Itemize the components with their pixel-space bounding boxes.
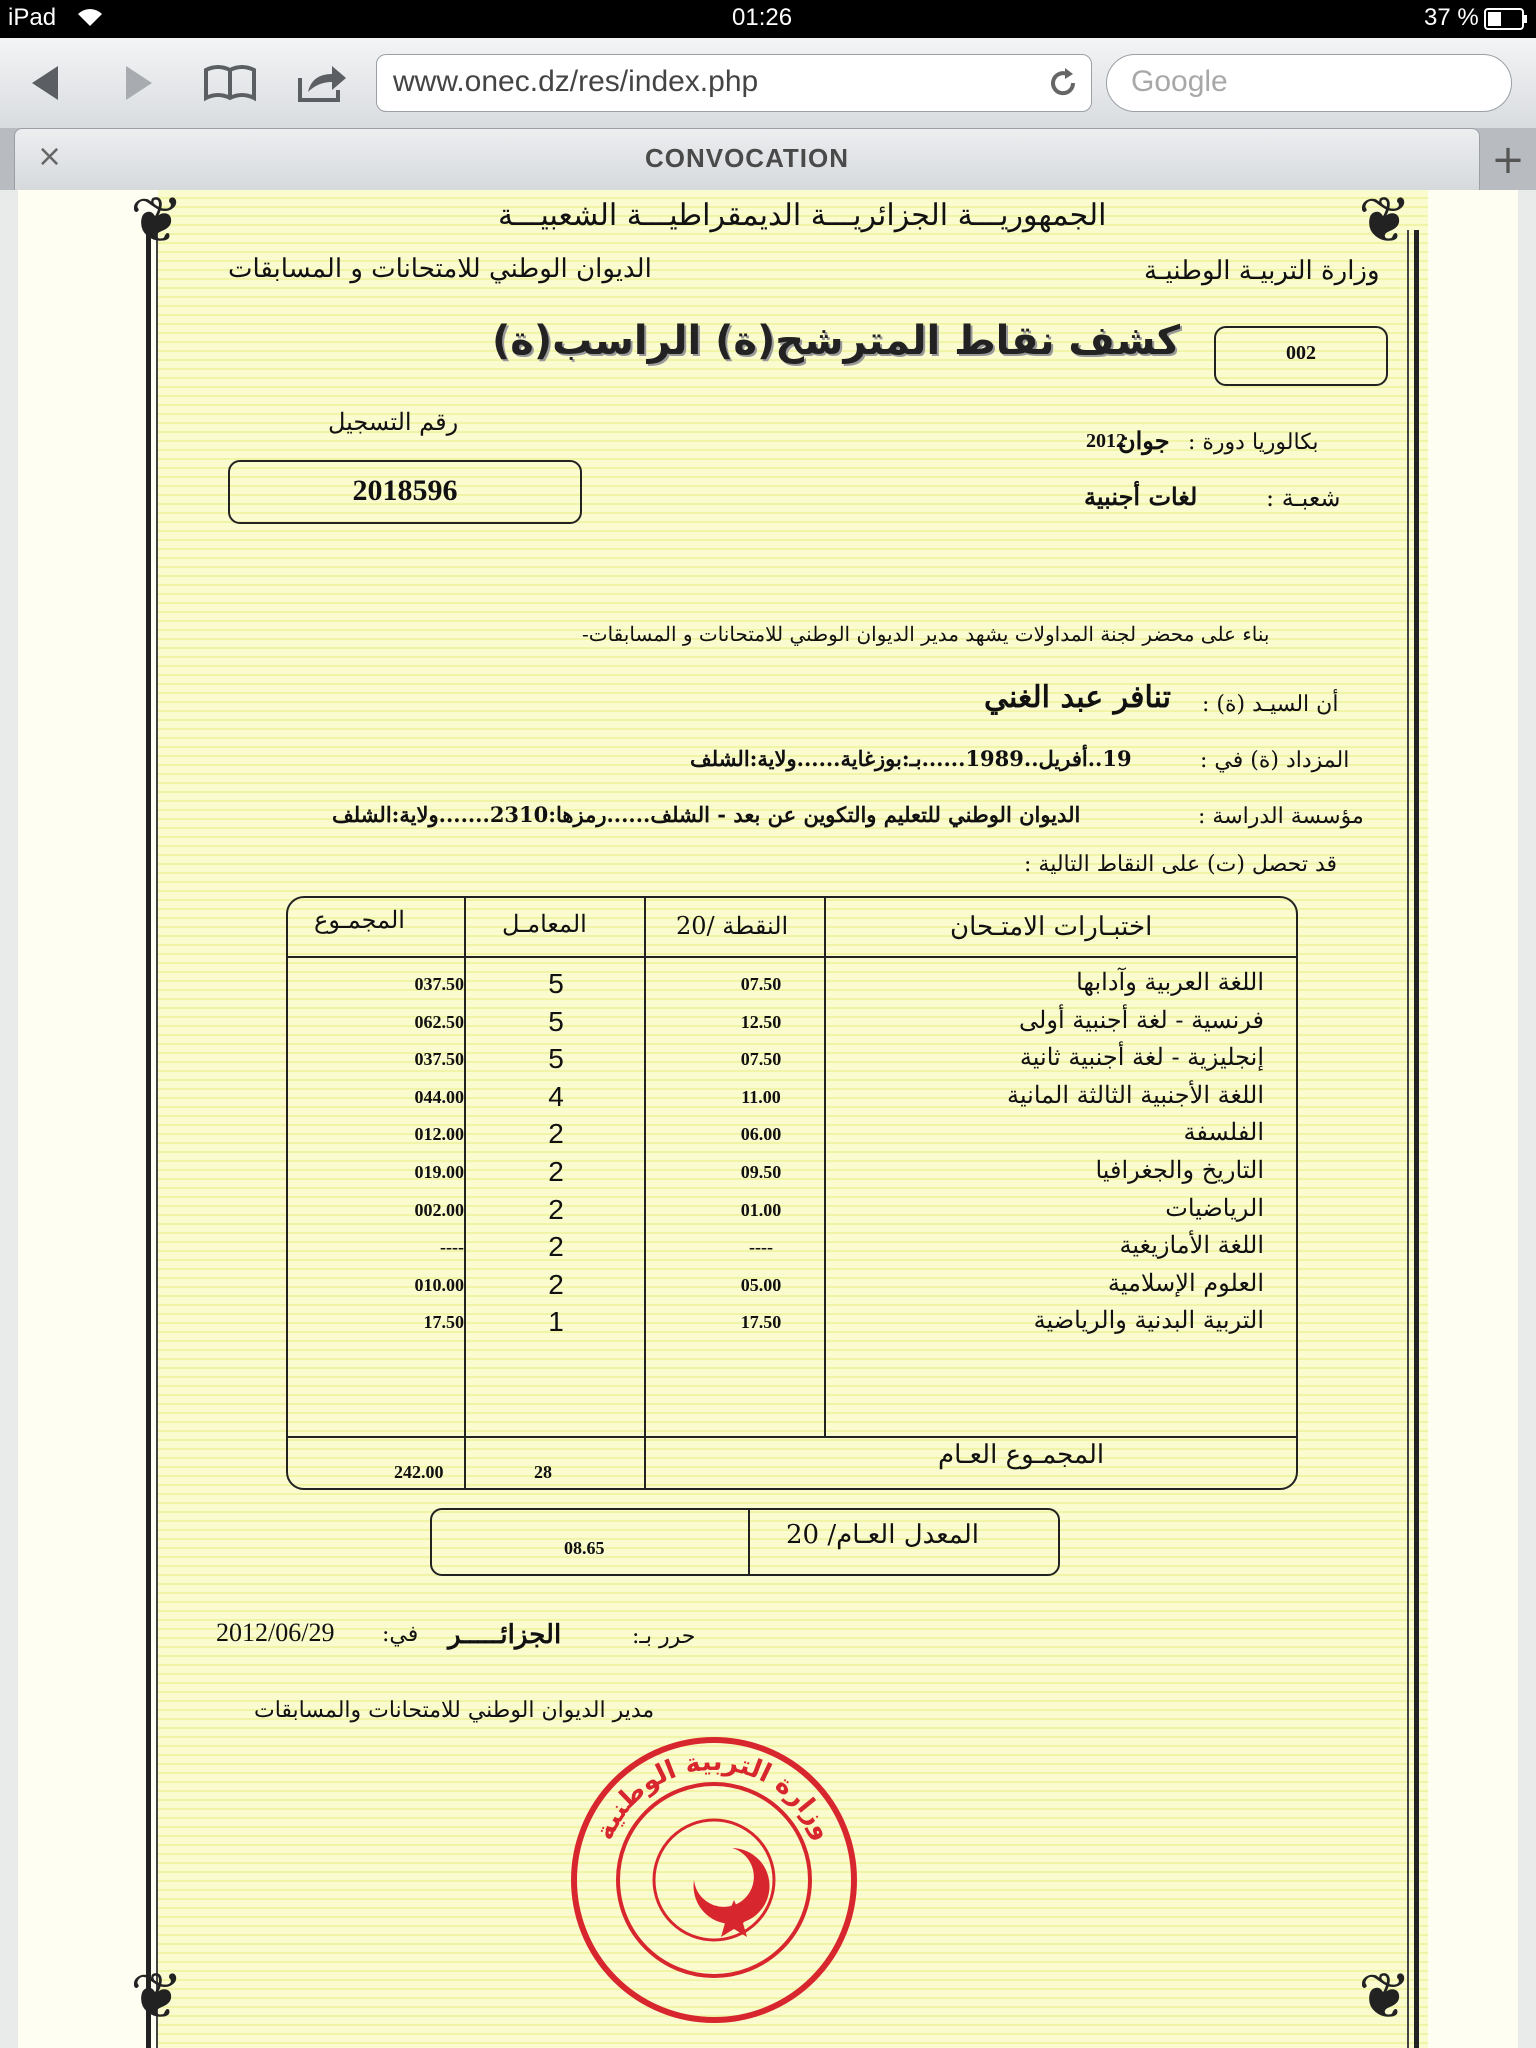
grade-row-subject: إنجليزية - لغة أجنبية ثانية [1019, 1043, 1264, 1071]
col-divider [644, 896, 646, 1490]
grade-row-grade: 11.00 [741, 1087, 781, 1107]
office-label: الديوان الوطني للامتحانات و المسابقات [228, 254, 652, 284]
border-right [1414, 230, 1419, 2048]
grade-row-grade: 17.50 [740, 1312, 782, 1332]
grade-row-grade: 12.50 [740, 1012, 782, 1032]
col-divider [824, 896, 826, 1436]
web-viewport[interactable] [0, 190, 1536, 2048]
header-grade: النقطة /20 [676, 912, 789, 940]
tab-bar [0, 128, 1536, 190]
grade-row-grade: 06.00 [740, 1124, 782, 1144]
status-bar [0, 0, 1536, 38]
share-button[interactable] [294, 58, 350, 108]
total-sum: 242.00 [394, 1462, 444, 1482]
obtained-label: قد تحصل (ت) على النقاط التالية : [1024, 852, 1338, 877]
branch-value: لغات أجنبية [1084, 482, 1198, 511]
border-left-inner [156, 230, 158, 2048]
book-icon [200, 58, 260, 108]
border-right-inner [1407, 230, 1409, 2048]
corner-ornament-icon: ❦ [1358, 190, 1412, 258]
total-divider [286, 1436, 1298, 1438]
grade-row-coef: 2 [548, 1269, 564, 1300]
document-title: كشف نقاط المترشح(ة) الراسب(ة) [492, 318, 1181, 364]
grade-row-subject: اللغة الأمازيغية [1119, 1231, 1264, 1259]
birth-value: 19..أفريل..1989......بـ:بوزغاية......ولاية:الشلف [690, 746, 1132, 771]
branch-label: شعبـة : [1266, 484, 1341, 512]
grade-row-coef: 5 [548, 1043, 564, 1074]
tab-convocation[interactable] [14, 128, 1480, 190]
search-placeholder: Google [1131, 65, 1228, 98]
name-value: تنافر عبد الغني [984, 680, 1172, 715]
reg-number: 2018596 [352, 474, 458, 507]
ministry-label: وزارة التربيـة الوطنيـة [1144, 256, 1380, 286]
date-label: في: [382, 1622, 419, 1647]
grade-row-grade: 01.00 [740, 1200, 782, 1220]
grade-row-total: 002.00 [414, 1200, 464, 1220]
grade-row-subject: الرياضيات [1165, 1194, 1264, 1222]
header-divider [286, 956, 1298, 958]
grade-row-coef: 5 [548, 1006, 564, 1037]
name-label: أن السيـد (ة) : [1202, 692, 1339, 717]
grade-row-total: 010.00 [414, 1275, 464, 1295]
wifi-icon [74, 2, 106, 35]
search-field[interactable] [1106, 54, 1512, 112]
back-button[interactable] [22, 58, 72, 108]
grade-row-grade: 07.50 [740, 1049, 782, 1069]
grade-row-total: 012.00 [414, 1124, 464, 1144]
average-divider [748, 1508, 750, 1576]
session-month: جوان [1118, 426, 1170, 455]
new-tab-button[interactable]: + [1491, 137, 1525, 183]
grade-row-subject: العلوم الإسلامية [1107, 1269, 1264, 1297]
forward-arrow-icon [112, 58, 162, 108]
battery-percent: 37 % [1424, 4, 1479, 31]
share-icon [294, 58, 350, 108]
grade-row-subject: التربية البدنية والرياضية [1033, 1306, 1264, 1334]
grade-row-grade: ---- [749, 1237, 773, 1257]
close-tab-icon[interactable]: × [37, 139, 63, 174]
issued-place: الجزائـــــر [448, 1620, 562, 1650]
back-arrow-icon [22, 58, 72, 108]
device-label: iPad [8, 4, 57, 31]
total-coef: 28 [534, 1462, 552, 1482]
grade-row-grade: 09.50 [740, 1162, 782, 1182]
grade-row-subject: اللغة العربية وآدابها [1076, 968, 1264, 996]
grade-row-coef: 4 [548, 1081, 564, 1112]
grade-row-subject: الفلسفة [1183, 1118, 1264, 1146]
date-value: 2012/06/29 [216, 1618, 335, 1647]
battery-icon [1484, 8, 1528, 37]
svg-text:وزارة التربية الوطنية [590, 1747, 838, 1844]
serial-box [1214, 326, 1388, 386]
header-total: المجمـوع [314, 906, 405, 934]
corner-ornament-icon: ❦ [1358, 1960, 1412, 2034]
grade-row-subject: اللغة الأجنبية الثالثة المانية [1007, 1081, 1264, 1109]
reg-label: رقم التسجيل [328, 408, 459, 436]
grade-row-subject: التاريخ والجغرافيا [1095, 1156, 1264, 1184]
grade-row-total: 17.50 [423, 1312, 464, 1332]
grade-row-total: 037.50 [414, 974, 464, 994]
grade-row-coef: 5 [548, 968, 564, 999]
session-label: بكالوريا دورة : [1188, 430, 1319, 455]
average-value: 08.65 [564, 1538, 605, 1558]
grade-certificate [18, 190, 1518, 2048]
address-bar[interactable] [376, 54, 1092, 112]
grade-row-coef: 1 [548, 1306, 564, 1337]
reload-icon[interactable] [1045, 65, 1081, 101]
republic-header: الجمهوريـــة الجزائريـــة الديمقراطيـــة الشعبيـــة [498, 198, 1107, 233]
serial-number: 002 [1286, 342, 1316, 364]
corner-ornament-icon: ❦ [130, 1960, 184, 2034]
grade-row-coef: 2 [548, 1231, 564, 1262]
bookmarks-button[interactable] [200, 58, 260, 108]
school-value: الديوان الوطني للتعليم والتكوين عن بعد - الشلف......رمزها:2310.......ولاية:الشلف [332, 802, 1081, 827]
grade-row-subject: فرنسية - لغة أجنبية أولى [1019, 1006, 1264, 1034]
corner-ornament-icon: ❦ [130, 190, 184, 258]
border-left [146, 230, 151, 2048]
header-coef: المعامـل [502, 910, 587, 938]
grade-row-grade: 07.50 [740, 974, 782, 994]
grade-row-total: 044.00 [414, 1087, 464, 1107]
grade-row-total: 037.50 [414, 1049, 464, 1069]
clock: 01:26 [732, 4, 793, 31]
col-divider [464, 896, 466, 1490]
issued-label: حرر بـ: [632, 1624, 696, 1649]
director-signature-label: مدير الديوان الوطني للامتحانات والمسابقات [254, 1698, 655, 1723]
official-stamp-icon [564, 1730, 864, 2030]
tab-title: CONVOCATION [644, 143, 850, 173]
grade-row-total: ---- [440, 1237, 464, 1257]
intro-text: بناء على محضر لجنة المداولات يشهد مدير الديوان الوطني للامتحانات و المسابقات- [582, 622, 1270, 646]
school-label: مؤسسة الدراسة : [1198, 804, 1364, 829]
grade-row-coef: 2 [548, 1118, 564, 1149]
browser-toolbar [0, 38, 1536, 129]
birth-label: المزداد (ة) في : [1200, 748, 1350, 773]
reg-box [228, 460, 582, 524]
header-subject: اختبـارات الامتـحان [950, 912, 1153, 942]
stamp-text: وزارة التربية الوطنية [589, 1746, 839, 1845]
grade-row-grade: 05.00 [740, 1275, 782, 1295]
grade-row-coef: 2 [548, 1156, 564, 1187]
average-label: المعدل العـام/ 20 [786, 1520, 979, 1550]
session-year: 2012 [1086, 430, 1126, 452]
grade-row-total: 062.50 [414, 1012, 464, 1032]
forward-button[interactable] [112, 58, 162, 108]
url-text: www.onec.dz/res/index.php [393, 65, 759, 98]
grade-row-total: 019.00 [414, 1162, 464, 1182]
grade-row-coef: 2 [548, 1194, 564, 1225]
total-label: المجمـوع العـام [938, 1440, 1105, 1470]
